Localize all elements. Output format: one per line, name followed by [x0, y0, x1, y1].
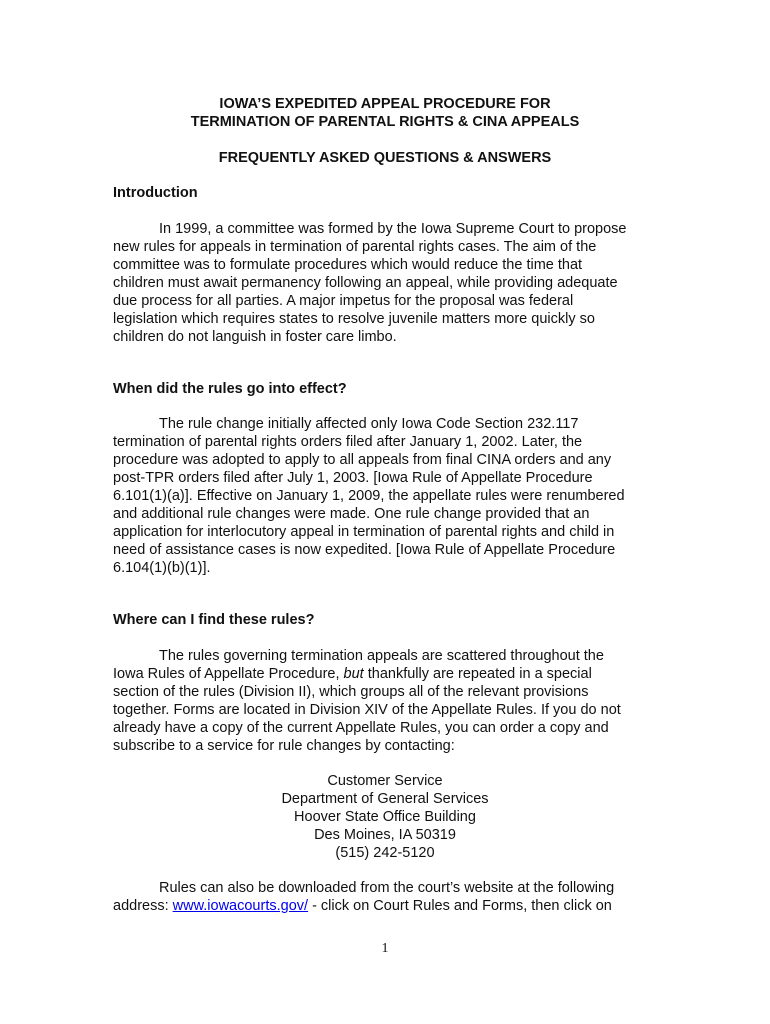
iowacourts-link[interactable]: www.iowacourts.gov/ — [172, 898, 309, 914]
effect-line: procedure was adopted to apply to all appeals from final CINA orders and any — [113, 452, 612, 468]
contact-address-block — [0, 772, 770, 862]
effect-line: and additional rule changes were made. One rule change provided that an — [113, 506, 590, 522]
emphasis-but: but — [343, 666, 364, 682]
intro-heading: Introduction — [113, 185, 198, 201]
download-line-text: - click on Court Rules and Forms, then click on — [308, 898, 612, 914]
effect-heading: When did the rules go into effect? — [113, 381, 347, 397]
doc-subtitle: FREQUENTLY ASKED QUESTIONS & ANSWERS — [218, 150, 552, 166]
contact-city: Des Moines, IA 50319 — [314, 827, 456, 843]
doc-title-line-2: TERMINATION OF PARENTAL RIGHTS & CINA APPEALS — [190, 114, 580, 130]
effect-line: 6.101(1)(a)]. Effective on January 1, 2009, the appellate rules were renumbered — [113, 488, 625, 504]
intro-line: In 1999, a committee was formed by the Iowa Supreme Court to propose — [159, 221, 627, 237]
find-line: The rules governing termination appeals are scattered throughout the — [159, 648, 604, 664]
effect-line: application for interlocutory appeal in termination of parental rights and child in — [113, 524, 615, 540]
doc-title-line-1: IOWA’S EXPEDITED APPEAL PROCEDURE FOR — [219, 96, 551, 112]
effect-line: need of assistance cases is now expedited. [Iowa Rule of Appellate Procedure — [113, 542, 616, 558]
page-number: 1 — [381, 941, 389, 956]
download-line — [113, 897, 653, 915]
download-paragraph — [113, 879, 653, 915]
effect-line: post-TPR orders filed after July 1, 2003. [Iowa Rule of Appellate Procedure — [113, 470, 593, 486]
find-line-text: thankfully are repeated in a special — [363, 666, 592, 682]
find-line: section of the rules (Division II), which groups all of the relevant provisions — [113, 684, 589, 700]
intro-paragraph — [113, 220, 653, 346]
contact-phone: (515) 242-5120 — [335, 845, 435, 861]
find-line: subscribe to a service for rule changes by contacting: — [113, 738, 455, 754]
effect-line: termination of parental rights orders filed after January 1, 2002. Later, the — [113, 434, 583, 450]
find-heading: Where can I find these rules? — [113, 612, 315, 628]
contact-department: Department of General Services — [281, 791, 489, 807]
contact-name: Customer Service — [327, 773, 443, 789]
effect-paragraph — [113, 415, 653, 577]
find-paragraph — [113, 647, 653, 755]
intro-line: new rules for appeals in termination of parental rights cases. The aim of the — [113, 239, 597, 255]
intro-line: children must await permanency following an appeal, while providing adequate — [113, 275, 618, 291]
find-line — [113, 665, 653, 683]
effect-line: The rule change initially affected only Iowa Code Section 232.117 — [159, 416, 579, 432]
find-line: together. Forms are located in Division XIV of the Appellate Rules. If you do not — [113, 702, 621, 718]
download-line-text: address: — [113, 898, 173, 914]
intro-line: due process for all parties. A major impetus for the proposal was federal — [113, 293, 574, 309]
intro-line: committee was to formulate procedures which would reduce the time that — [113, 257, 583, 273]
find-line: already have a copy of the current Appellate Rules, you can order a copy and — [113, 720, 609, 736]
intro-line: legislation which requires states to resolve juvenile matters more quickly so — [113, 311, 595, 327]
find-line-text: Iowa Rules of Appellate Procedure, — [113, 666, 344, 682]
contact-building: Hoover State Office Building — [294, 809, 476, 825]
effect-line: 6.104(1)(b)(1)]. — [113, 560, 211, 576]
download-line: Rules can also be downloaded from the court’s website at the following — [159, 880, 615, 896]
intro-line: children do not languish in foster care limbo. — [113, 329, 397, 345]
